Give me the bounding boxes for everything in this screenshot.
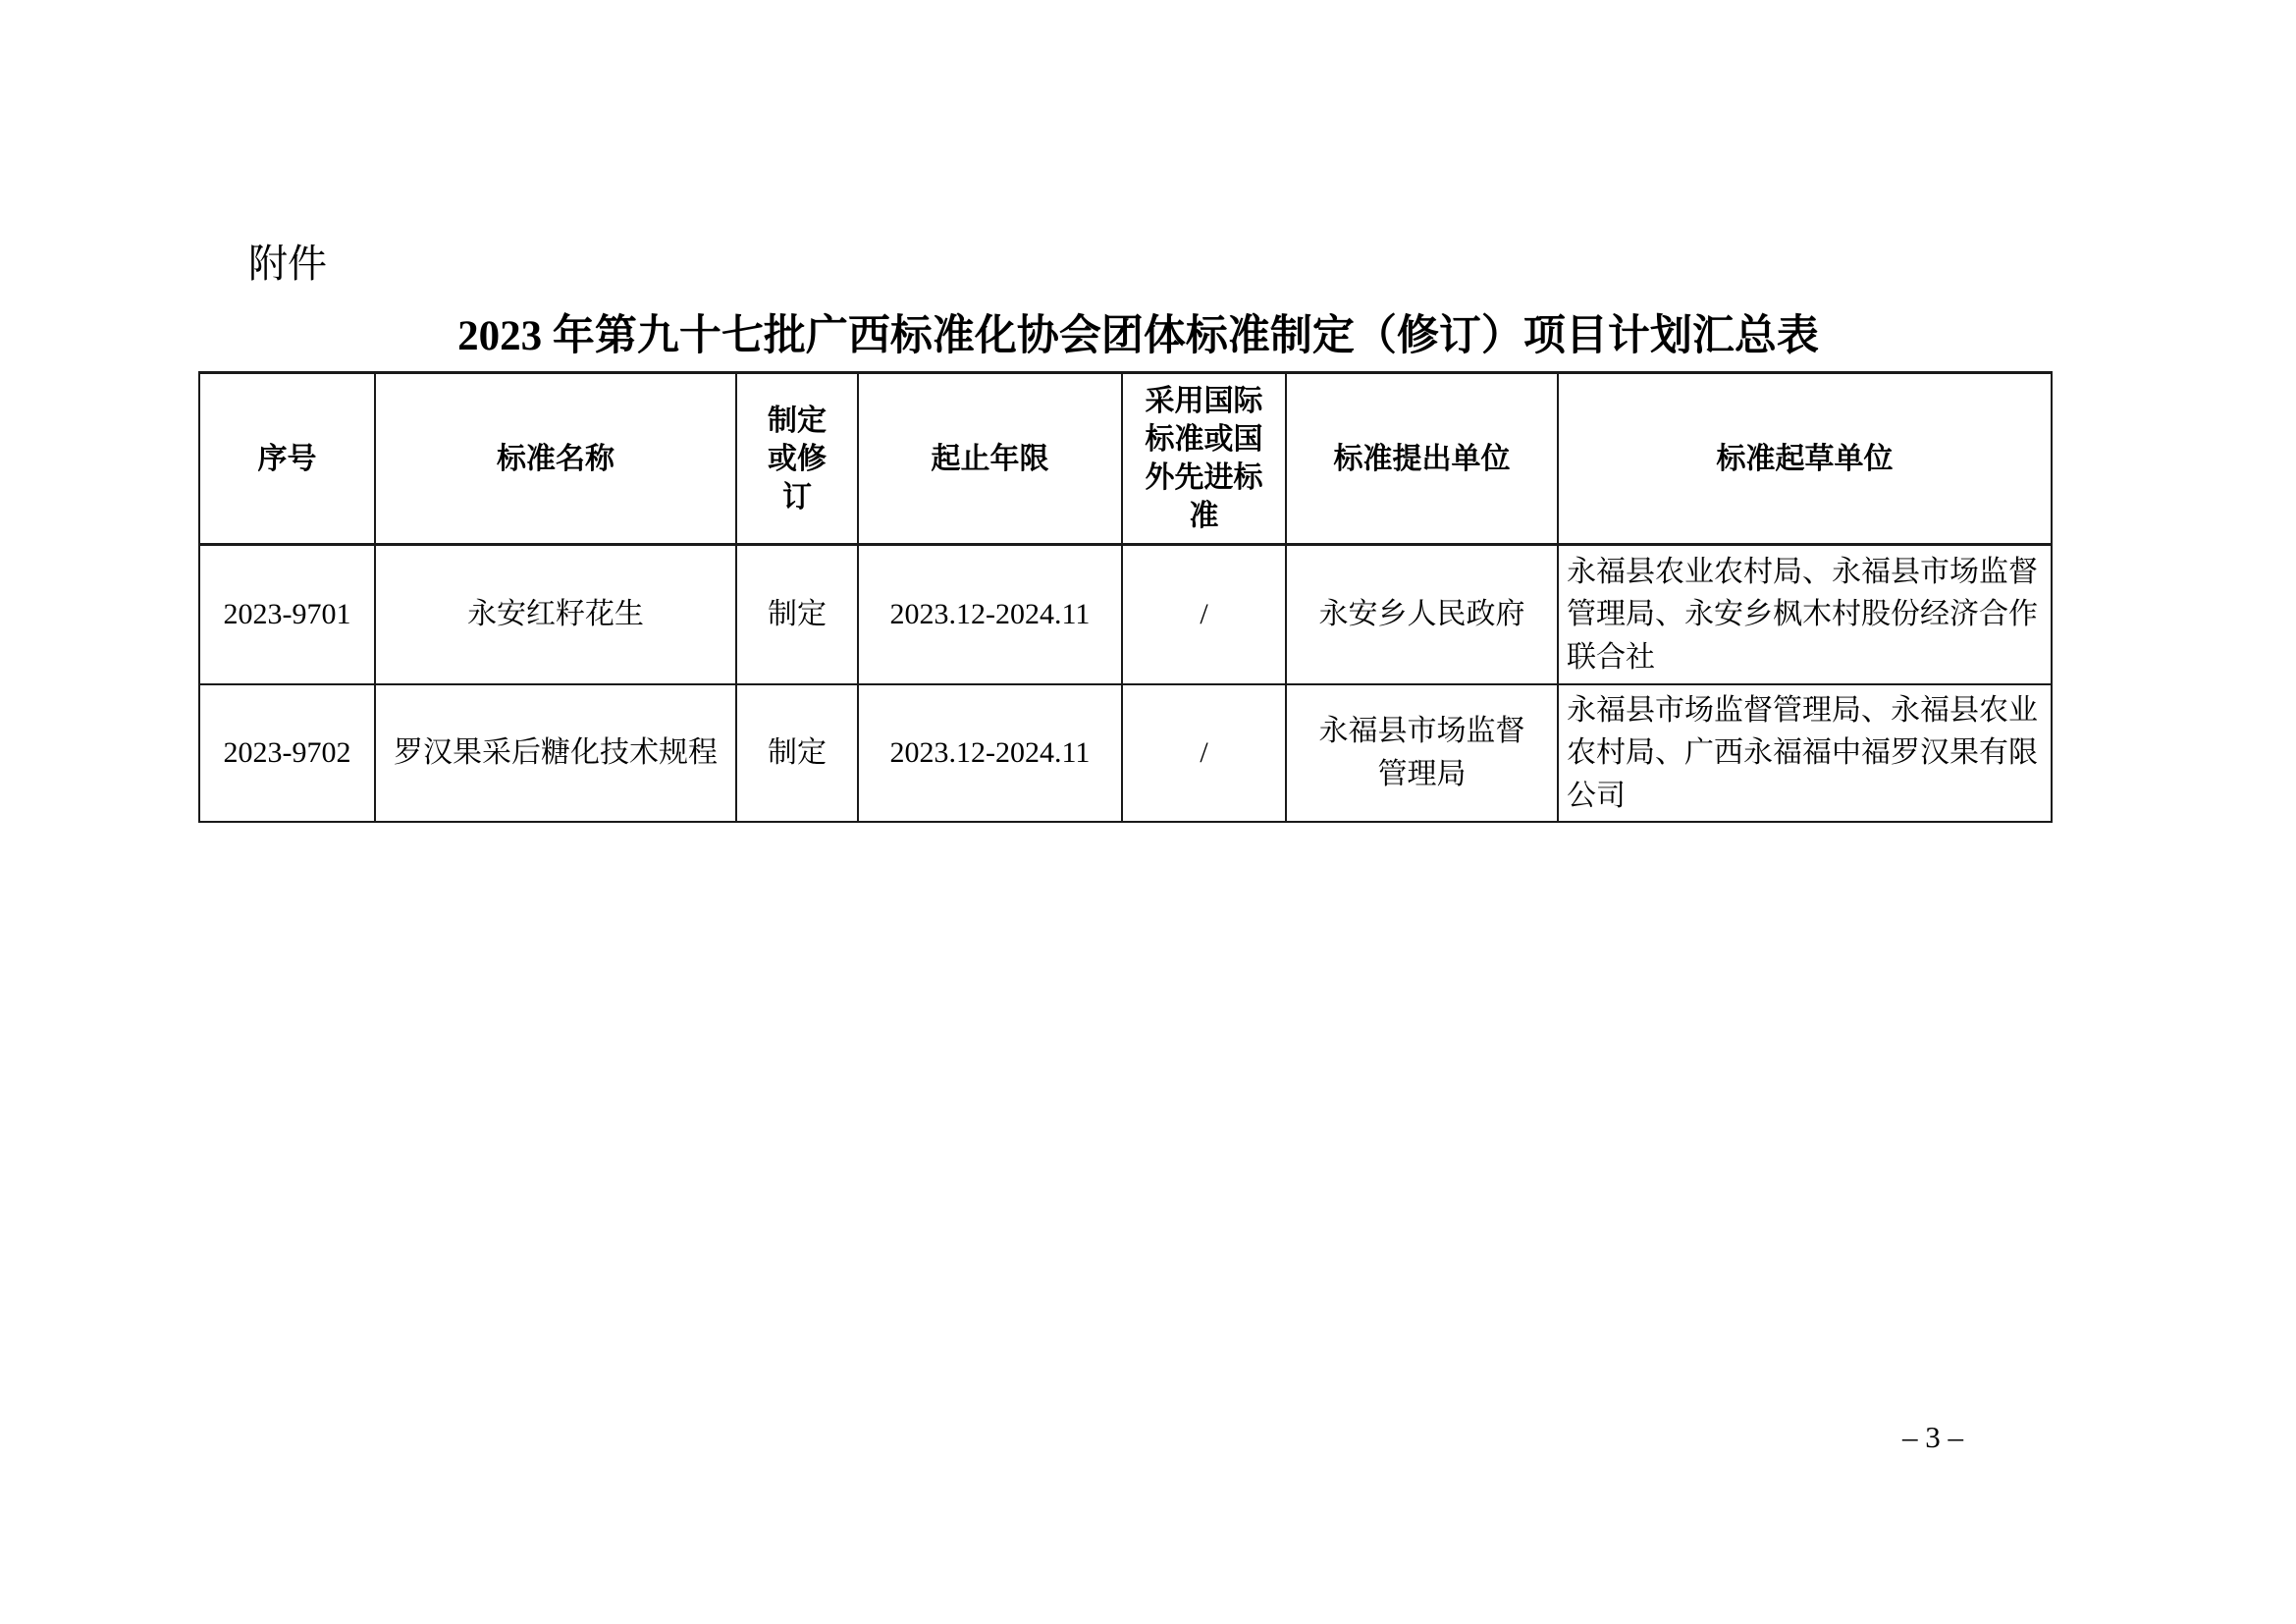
header-standard-name [375, 373, 736, 545]
cell-drafter: 永福县市场监督管理局、永福县农业农村局、广西永福福中福罗汉果有限公司 [1558, 684, 2052, 823]
table-row [199, 684, 2052, 823]
cell-proposer-text: 永安乡人民政府 [1318, 598, 1525, 630]
header-seq-label: 序号 [257, 442, 317, 475]
cell-standard-name: 永安红籽花生 [375, 545, 736, 684]
header-revision-type [736, 373, 858, 545]
cell-period: 2023.12-2024.11 [858, 684, 1122, 823]
header-revision-type-label: 制定或修订 [768, 404, 827, 514]
cell-standard-name: 罗汉果采后糖化技术规程 [375, 684, 736, 823]
cell-revision-type: 制定 [736, 545, 858, 684]
cell-drafter: 永福县农业农村局、永福县市场监督管理局、永安乡枫木村股份经济合作联合社 [1558, 545, 2052, 684]
attachment-label: 附件 [248, 242, 327, 286]
cell-seq: 2023-9702 [199, 684, 375, 823]
table-row [199, 545, 2052, 684]
cell-revision-type: 制定 [736, 684, 858, 823]
table-header-row [199, 373, 2052, 545]
cell-proposer [1286, 684, 1558, 823]
header-period-label: 起止年限 [931, 442, 1049, 475]
header-intl-standard-label: 采用国际标准或国外先进标准 [1145, 385, 1263, 532]
header-standard-name-label: 标准名称 [497, 442, 614, 475]
standards-plan-table [198, 371, 2053, 823]
cell-period: 2023.12-2024.11 [858, 545, 1122, 684]
cell-intl-standard: / [1122, 545, 1286, 684]
page-number: – 3 – [1902, 1420, 1963, 1454]
header-drafter [1558, 373, 2052, 545]
header-proposer [1286, 373, 1558, 545]
header-proposer-label: 标准提出单位 [1333, 442, 1511, 475]
cell-intl-standard: / [1122, 684, 1286, 823]
header-drafter-label: 标准起草单位 [1716, 442, 1894, 475]
header-period [858, 373, 1122, 545]
header-seq [199, 373, 375, 545]
cell-seq: 2023-9701 [199, 545, 375, 684]
cell-proposer [1286, 545, 1558, 684]
header-intl-standard [1122, 373, 1286, 545]
document-title: 2023 年第九十七批广西标准化协会团体标准制定（修订）项目计划汇总表 [457, 313, 1819, 359]
cell-proposer-text: 永福县市场监督管理局 [1318, 715, 1525, 790]
